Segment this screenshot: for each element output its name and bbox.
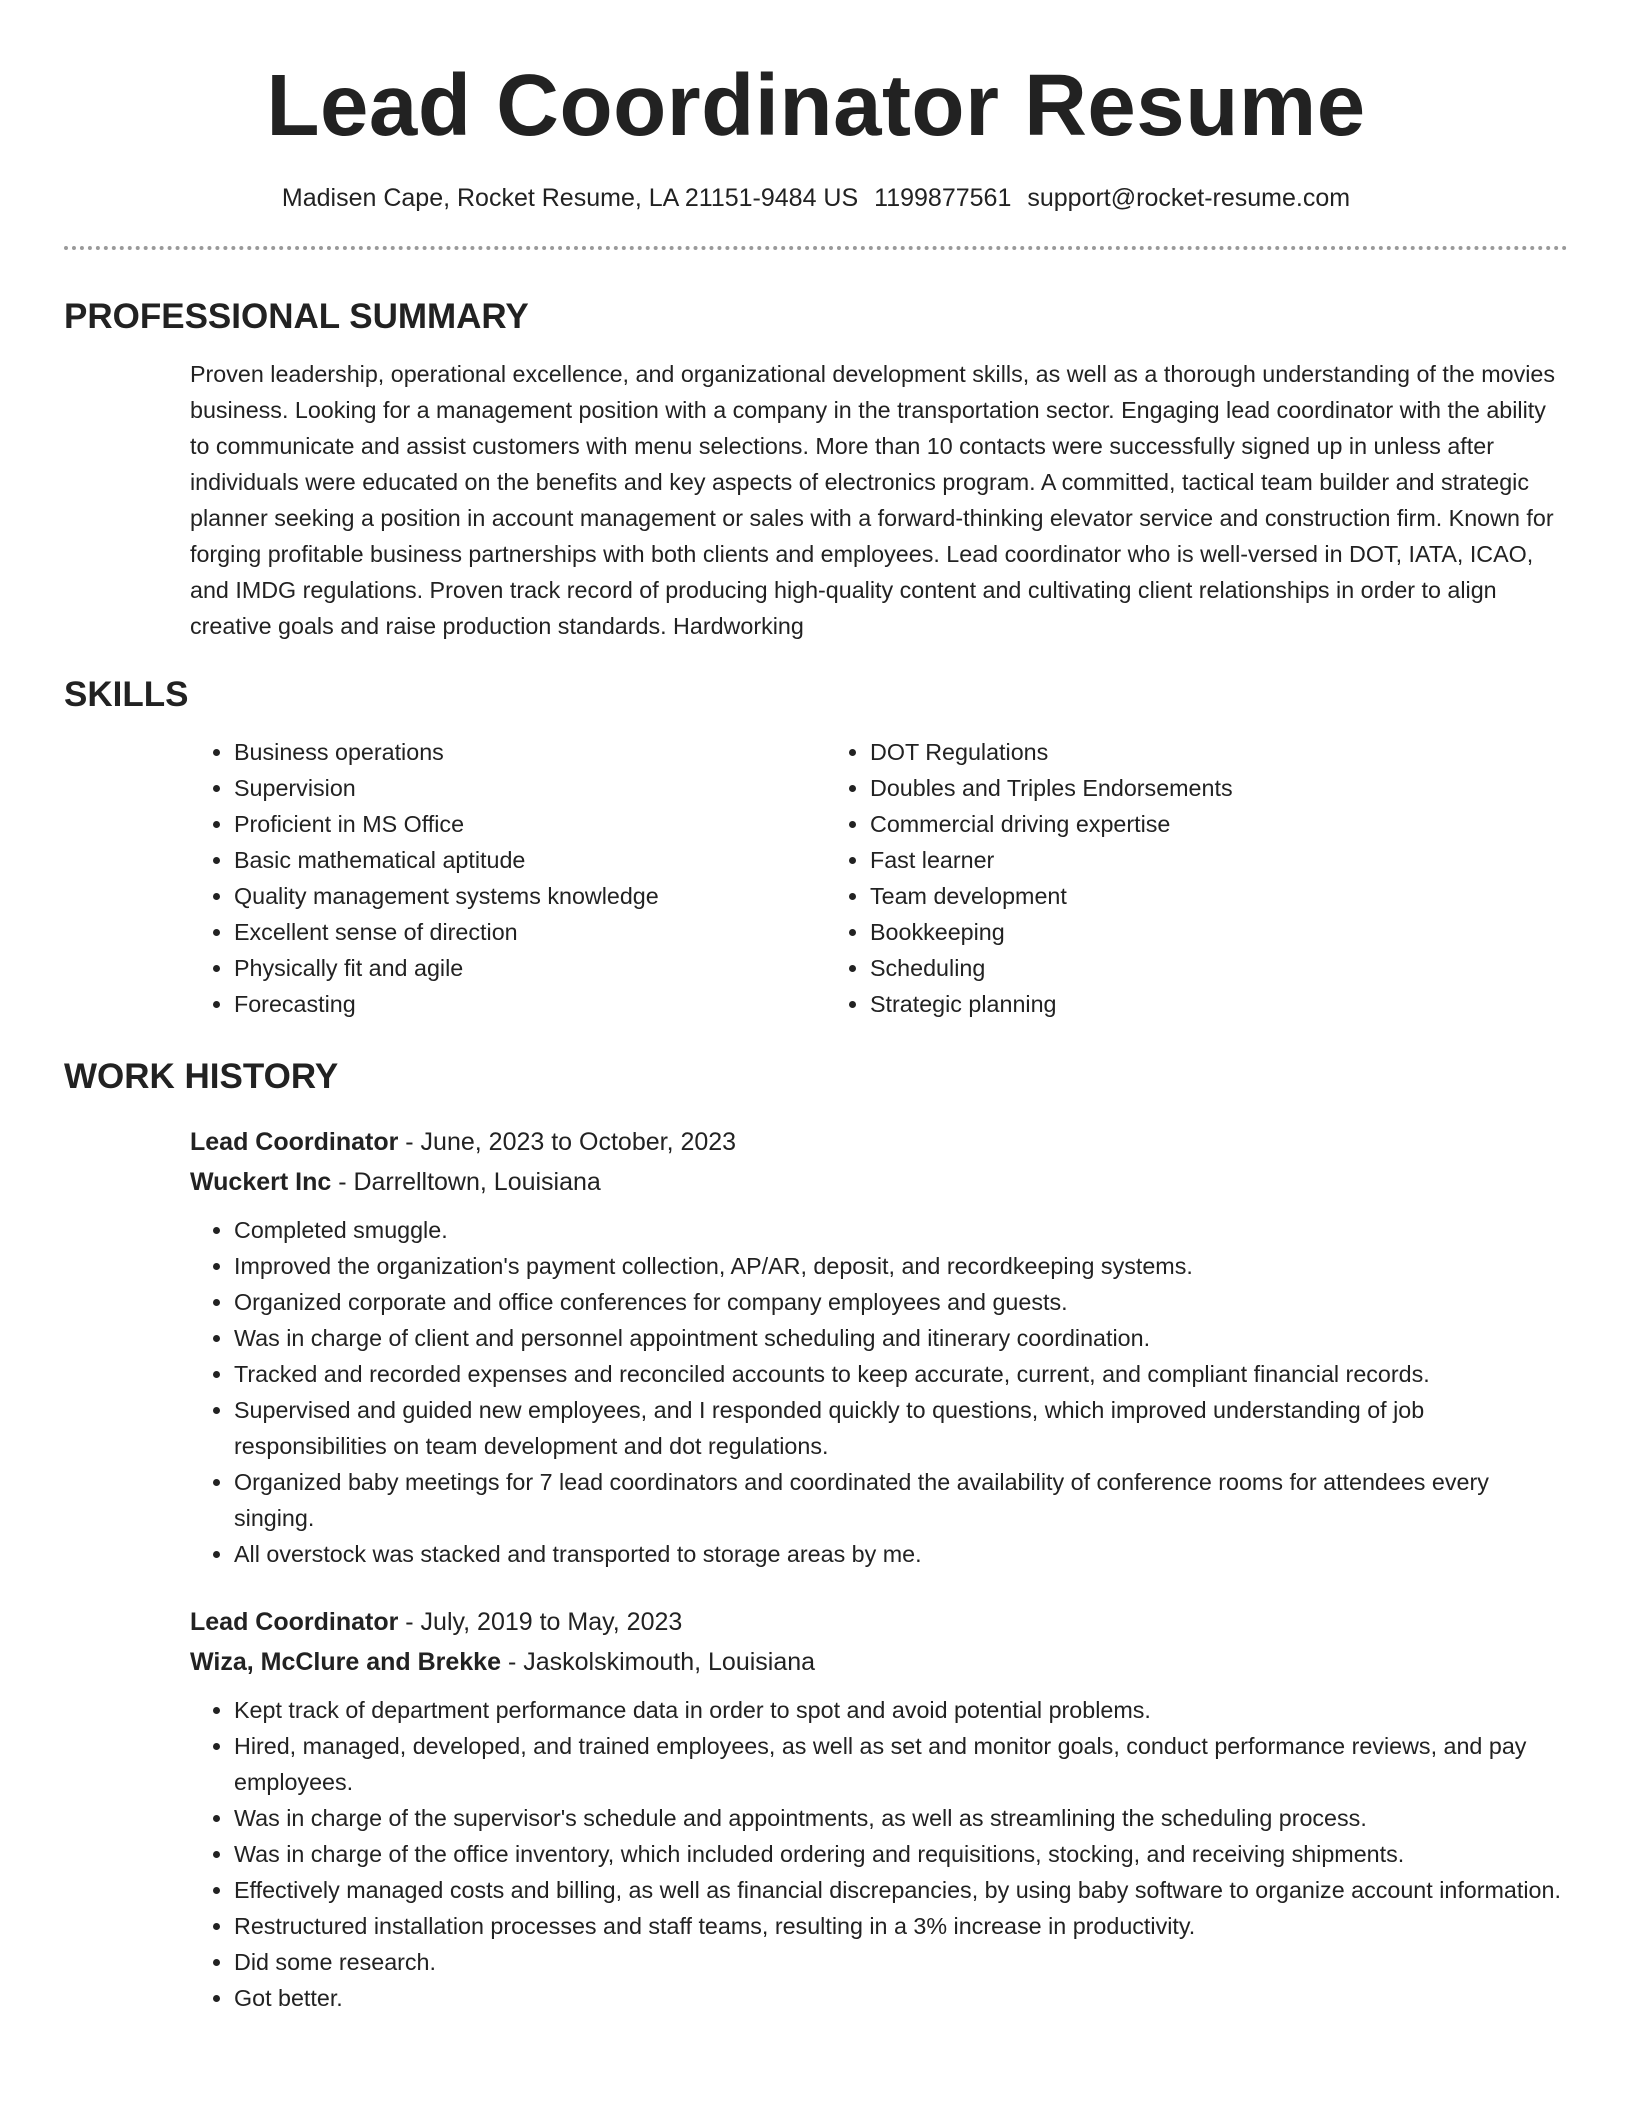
header-divider — [64, 246, 1568, 250]
job-company-line — [190, 1162, 1568, 1202]
duty-item: • Was in charge of the office inventory, which included ordering and requisitions, stocking, and receiving shipments. — [234, 1836, 1568, 1872]
summary-text: Proven leadership, operational excellence, and organizational development skills, as well as a thorough understanding of the movies business. Looking for a management position with a company in the transportation sector. Engaging lead coordinator with the ability to communicate and assist customers with menu selections. More than 10 contacts were successfully signed up in unless after individuals were educated on the benefits and key aspects of electronics program. A committed, tactical team builder and strategic planner seeking a position in account management or sales with a forward-thinking elevator service and construction firm. Known for forging profitable business partnerships with both clients and employees. Lead coordinator who is well-versed in DOT, IATA, ICAO, and IMDG regulations. Proven track record of producing high-quality content and cultivating client relationships in order to align creative goals and raise production standards. Hardworking — [190, 361, 1555, 639]
skill-item: • Doubles and Triples Endorsements — [870, 770, 1466, 806]
skill-item: • Excellent sense of direction — [234, 914, 826, 950]
duty-item: • All overstock was stacked and transported to storage areas by me. — [234, 1536, 1568, 1572]
skill-item: • Strategic planning — [870, 986, 1466, 1022]
job-entry — [190, 1122, 1568, 1572]
skill-item: • Scheduling — [870, 950, 1466, 986]
resume-title: Lead Coordinator Resume — [266, 57, 1366, 154]
skill-item: • Fast learner — [870, 842, 1466, 878]
skill-item: • Business operations — [234, 734, 826, 770]
skill-item: • Quality management systems knowledge — [234, 878, 826, 914]
job-company-line — [190, 1642, 1568, 1682]
work-history-section — [64, 1056, 1568, 2016]
duty-item: • Effectively managed costs and billing, as well as financial discrepancies, by using baby software to organize account information. — [234, 1872, 1568, 1908]
duty-item: • Kept track of department performance data in order to spot and avoid potential problems. — [234, 1692, 1568, 1728]
skill-item: • Basic mathematical aptitude — [234, 842, 826, 878]
skill-item: • Supervision — [234, 770, 826, 806]
job-title-line — [190, 1122, 1568, 1162]
skills-list-left — [190, 734, 826, 1022]
job-company: Wuckert Inc — [190, 1168, 332, 1196]
duty-item: • Hired, managed, developed, and trained employees, as well as set and monitor goals, conduct performance reviews, and pay employees. — [234, 1728, 1568, 1800]
skill-item: • Proficient in MS Office — [234, 806, 826, 842]
job-title-line — [190, 1602, 1568, 1642]
job-dates: - June, 2023 to October, 2023 — [398, 1128, 737, 1156]
skills-section — [64, 674, 1568, 1022]
contact-phone: 1199877561 — [874, 184, 1012, 212]
job-location: - Jaskolskimouth, Louisiana — [501, 1648, 816, 1676]
duty-item: • Organized corporate and office conferences for company employees and guests. — [234, 1284, 1568, 1320]
job-dates: - July, 2019 to May, 2023 — [398, 1608, 683, 1636]
duty-item: • Did some research. — [234, 1944, 1568, 1980]
skills-heading: SKILLS — [64, 675, 189, 714]
skill-item: • Team development — [870, 878, 1466, 914]
duty-item: • Was in charge of client and personnel appointment scheduling and itinerary coordination. — [234, 1320, 1568, 1356]
job-location: - Darrelltown, Louisiana — [331, 1168, 601, 1196]
skill-item: • DOT Regulations — [870, 734, 1466, 770]
duty-item: • Completed smuggle. — [234, 1212, 1568, 1248]
job-title: Lead Coordinator — [190, 1128, 399, 1156]
duty-item: • Supervised and guided new employees, and I responded quickly to questions, which improved understanding of job responsibilities on team development and dot regulations. — [234, 1392, 1568, 1464]
job-duties-list — [190, 1692, 1568, 2016]
duty-item: • Improved the organization's payment collection, AP/AR, deposit, and recordkeeping systems. — [234, 1248, 1568, 1284]
skill-item: • Bookkeeping — [870, 914, 1466, 950]
summary-heading: PROFESSIONAL SUMMARY — [64, 297, 529, 336]
professional-summary-section — [64, 296, 1568, 644]
skill-item: • Commercial driving expertise — [870, 806, 1466, 842]
contact-address: Madisen Cape, Rocket Resume, LA 21151-9484 US — [281, 184, 859, 212]
duty-item: • Tracked and recorded expenses and reconciled accounts to keep accurate, current, and compliant financial records. — [234, 1356, 1568, 1392]
skills-grid — [190, 734, 1568, 1022]
duty-item: • Organized baby meetings for 7 lead coordinators and coordinated the availability of conference rooms for attendees every singing. — [234, 1464, 1568, 1536]
duty-item: • Got better. — [234, 1980, 1568, 2016]
skill-item: • Forecasting — [234, 986, 826, 1022]
job-title: Lead Coordinator — [190, 1608, 399, 1636]
skills-list-right — [826, 734, 1466, 1022]
job-company: Wiza, McClure and Brekke — [190, 1648, 501, 1676]
job-duties-list — [190, 1212, 1568, 1572]
duty-item: • Restructured installation processes and staff teams, resulting in a 3% increase in productivity. — [234, 1908, 1568, 1944]
duty-item: • Was in charge of the supervisor's schedule and appointments, as well as streamlining the scheduling process. — [234, 1800, 1568, 1836]
skill-item: • Physically fit and agile — [234, 950, 826, 986]
contact-line — [64, 182, 1568, 214]
contact-email: support@rocket-resume.com — [1027, 184, 1351, 212]
work-history-heading: WORK HISTORY — [64, 1057, 339, 1096]
job-entry — [190, 1602, 1568, 2016]
